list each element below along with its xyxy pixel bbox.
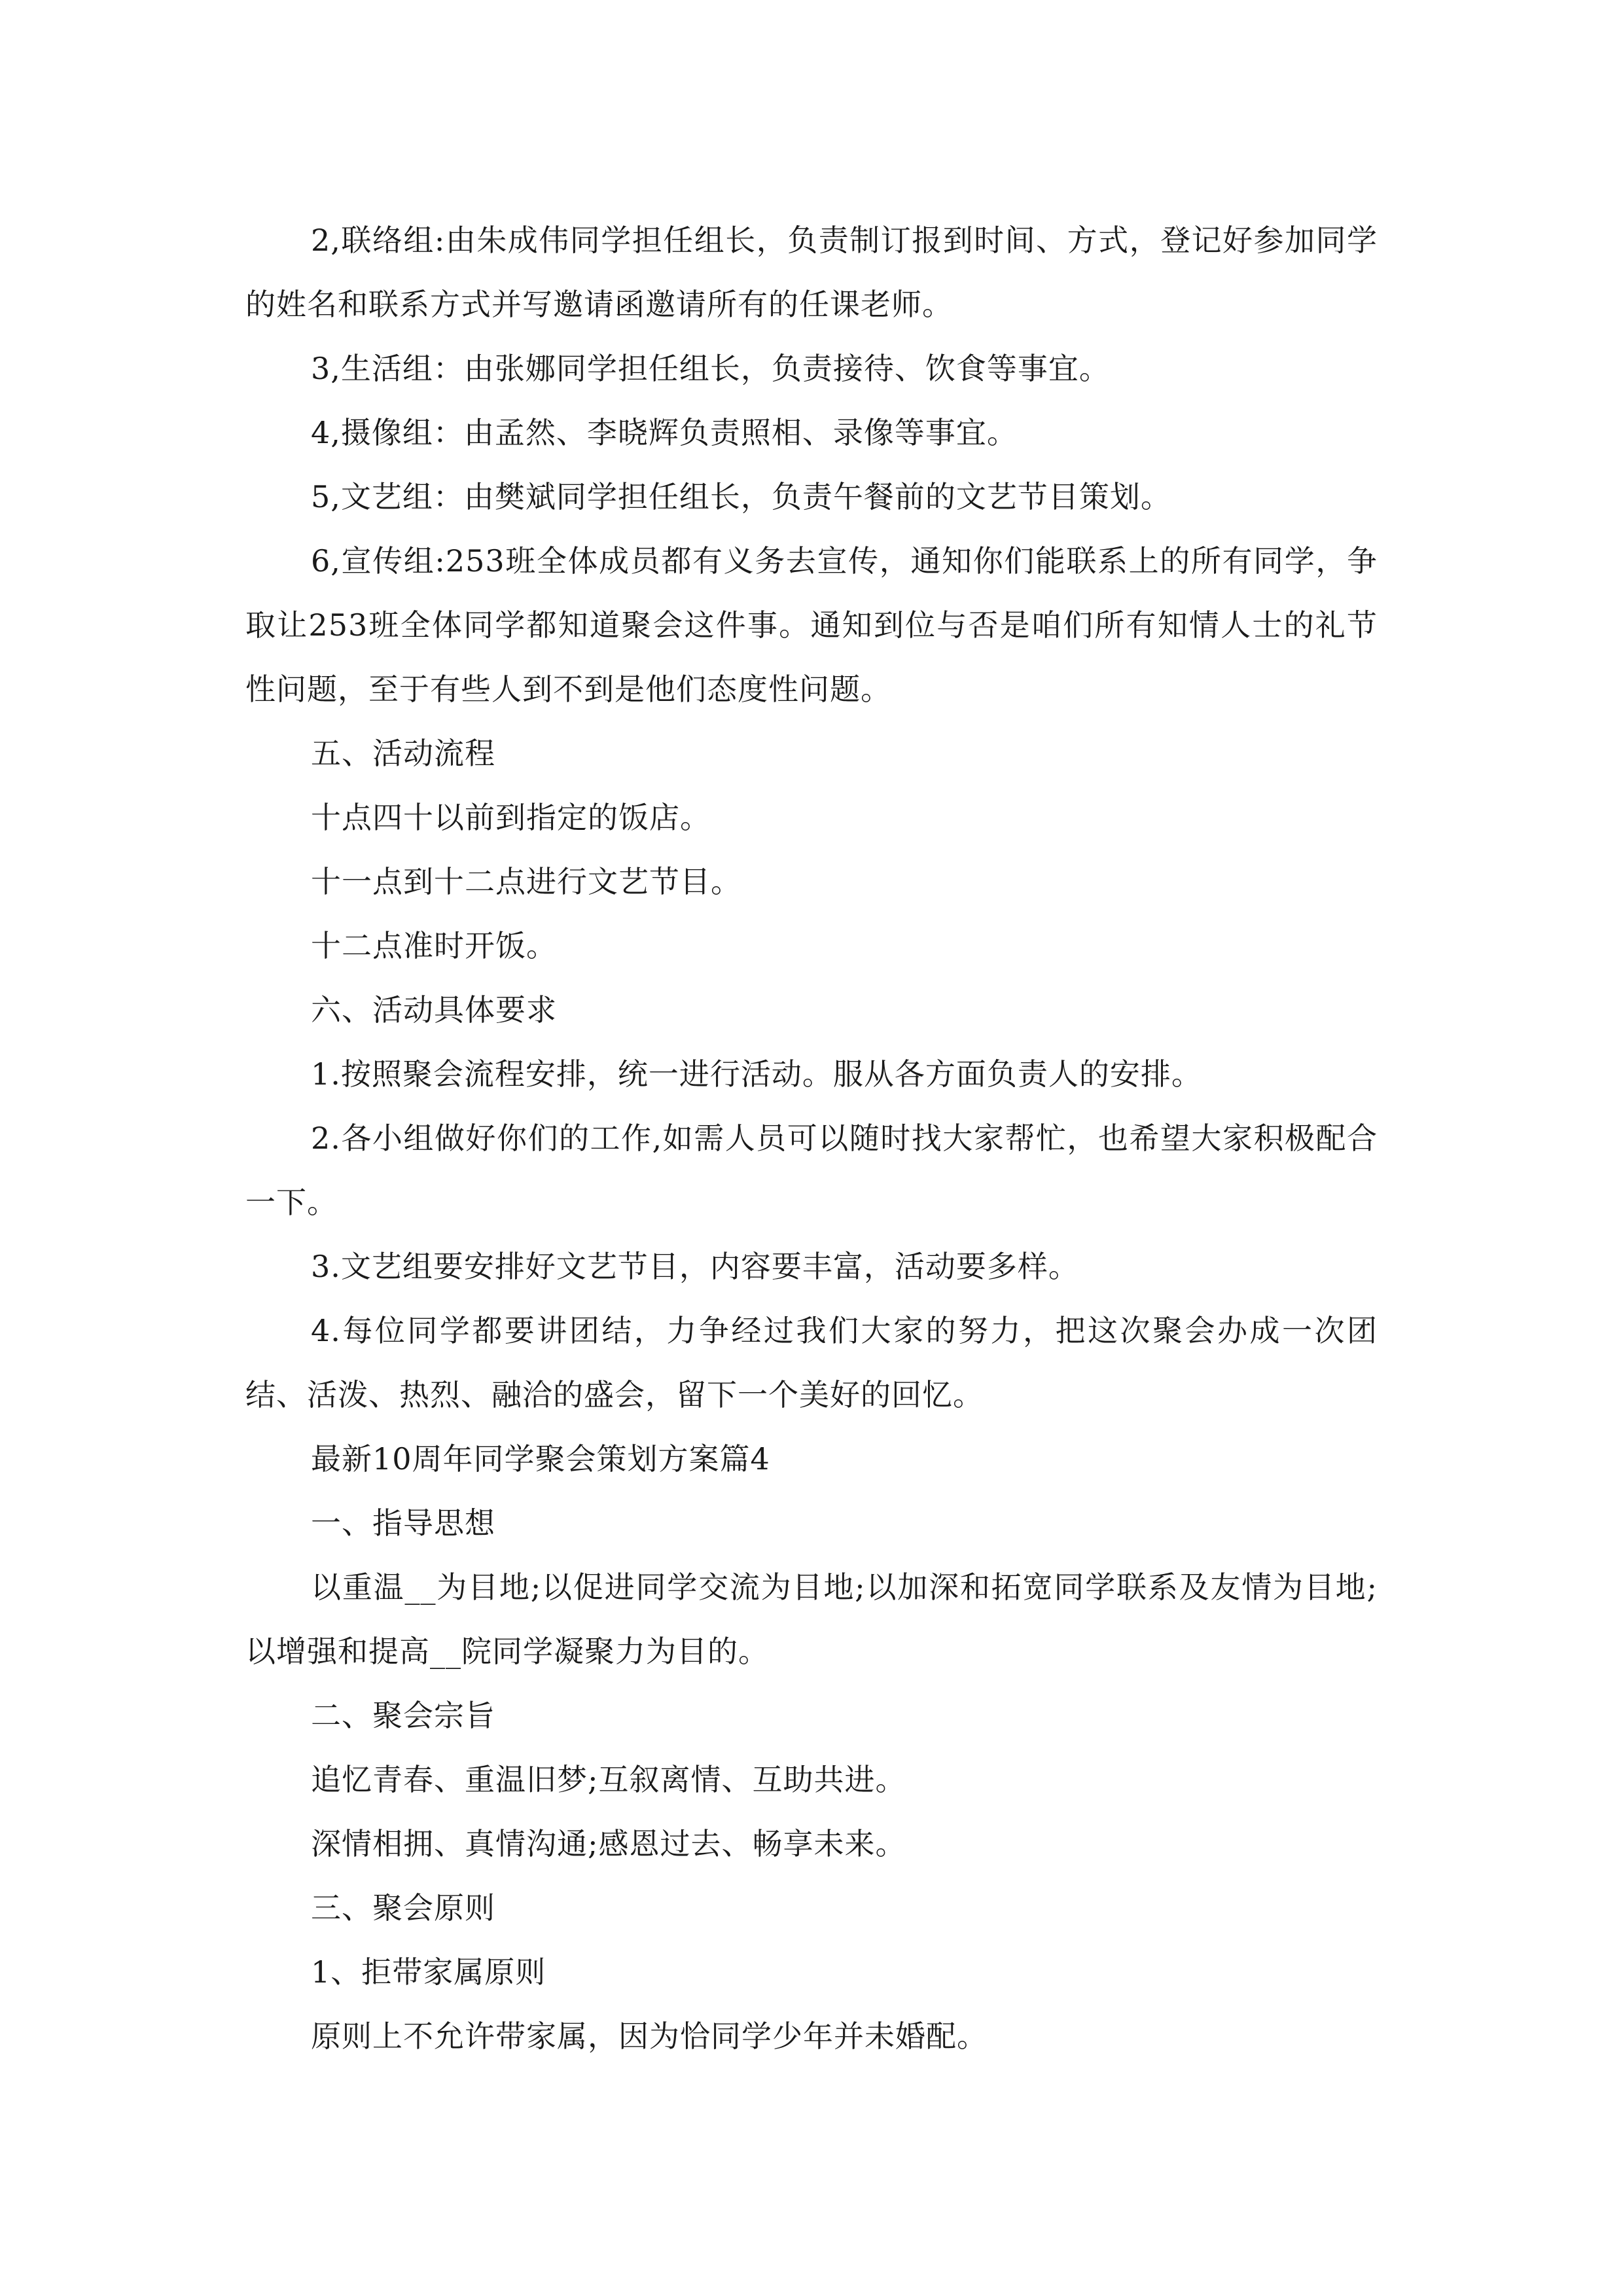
paragraph-requirement-3: 3.文艺组要安排好文艺节目，内容要丰富，活动要多样。 [311,1249,1079,1284]
paragraph-no-family-principle: 原则上不允许带家属，因为恰同学少年并未婚配。 [311,2018,988,2054]
paragraph-purpose-2: 深情相拥、真情沟通;感恩过去、畅享未来。 [311,1826,906,1861]
paragraph-requirement-2: 2.各小组做好你们的工作,如需人员可以随时找大家帮忙，也希望大家积极配合一下。 [245,1121,1378,1220]
paragraph-process-meal: 十二点准时开饭。 [311,928,557,963]
paragraph-arts-group: 5,文艺组：由樊斌同学担任组长，负责午餐前的文艺节目策划。 [311,479,1171,514]
paragraph-requirement-4: 4.每位同学都要讲团结，力争经过我们大家的努力，把这次聚会办成一次团结、活泼、热烈、融洽的盛会，留下一个美好的回忆。 [245,1313,1378,1412]
heading-activity-requirements: 六、活动具体要求 [311,992,557,1028]
section-title-plan-4: 最新10周年同学聚会策划方案篇4 [311,1441,770,1477]
document-body [245,208,1378,2068]
heading-no-family-principle: 1、拒带家属原则 [311,1954,546,1990]
paragraph-camera-group: 4,摄像组：由孟然、李晓辉负责照相、录像等事宜。 [311,415,1018,450]
paragraph-life-group: 3,生活组：由张娜同学担任组长，负责接待、饮食等事宜。 [311,351,1110,386]
paragraph-publicity-group: 6,宣传组:253班全体成员都有义务去宣传，通知你们能联系上的所有同学，争取让253班全体同学都知道聚会这件事。通知到位与否是咱们所有知情人士的礼节性问题，至于有些人到不到是他们态度性问题。 [245,543,1378,707]
paragraph-process-performance: 十一点到十二点进行文艺节目。 [311,864,741,899]
paragraph-process-arrival: 十点四十以前到指定的饭店。 [311,800,711,835]
paragraph-guiding-ideology: 以重温__为目地;以促进同学交流为目地;以加深和拓宽同学联系及友情为目地;以增强和提高__院同学凝聚力为目的。 [245,1570,1378,1669]
paragraph-purpose-1: 追忆青春、重温旧梦;互叙离情、互助共进。 [311,1762,906,1797]
heading-guiding-ideology: 一、指导思想 [311,1505,495,1541]
heading-reunion-purpose: 二、聚会宗旨 [311,1698,495,1733]
paragraph-requirement-1: 1.按照聚会流程安排，统一进行活动。服从各方面负责人的安排。 [311,1056,1202,1092]
paragraph-liaison-group: 2,联络组:由朱成伟同学担任组长，负责制订报到时间、方式，登记好参加同学的姓名和联系方式并写邀请函邀请所有的任课老师。 [245,223,1378,322]
heading-reunion-principles: 三、聚会原则 [311,1890,495,1926]
heading-activity-process: 五、活动流程 [311,736,495,771]
